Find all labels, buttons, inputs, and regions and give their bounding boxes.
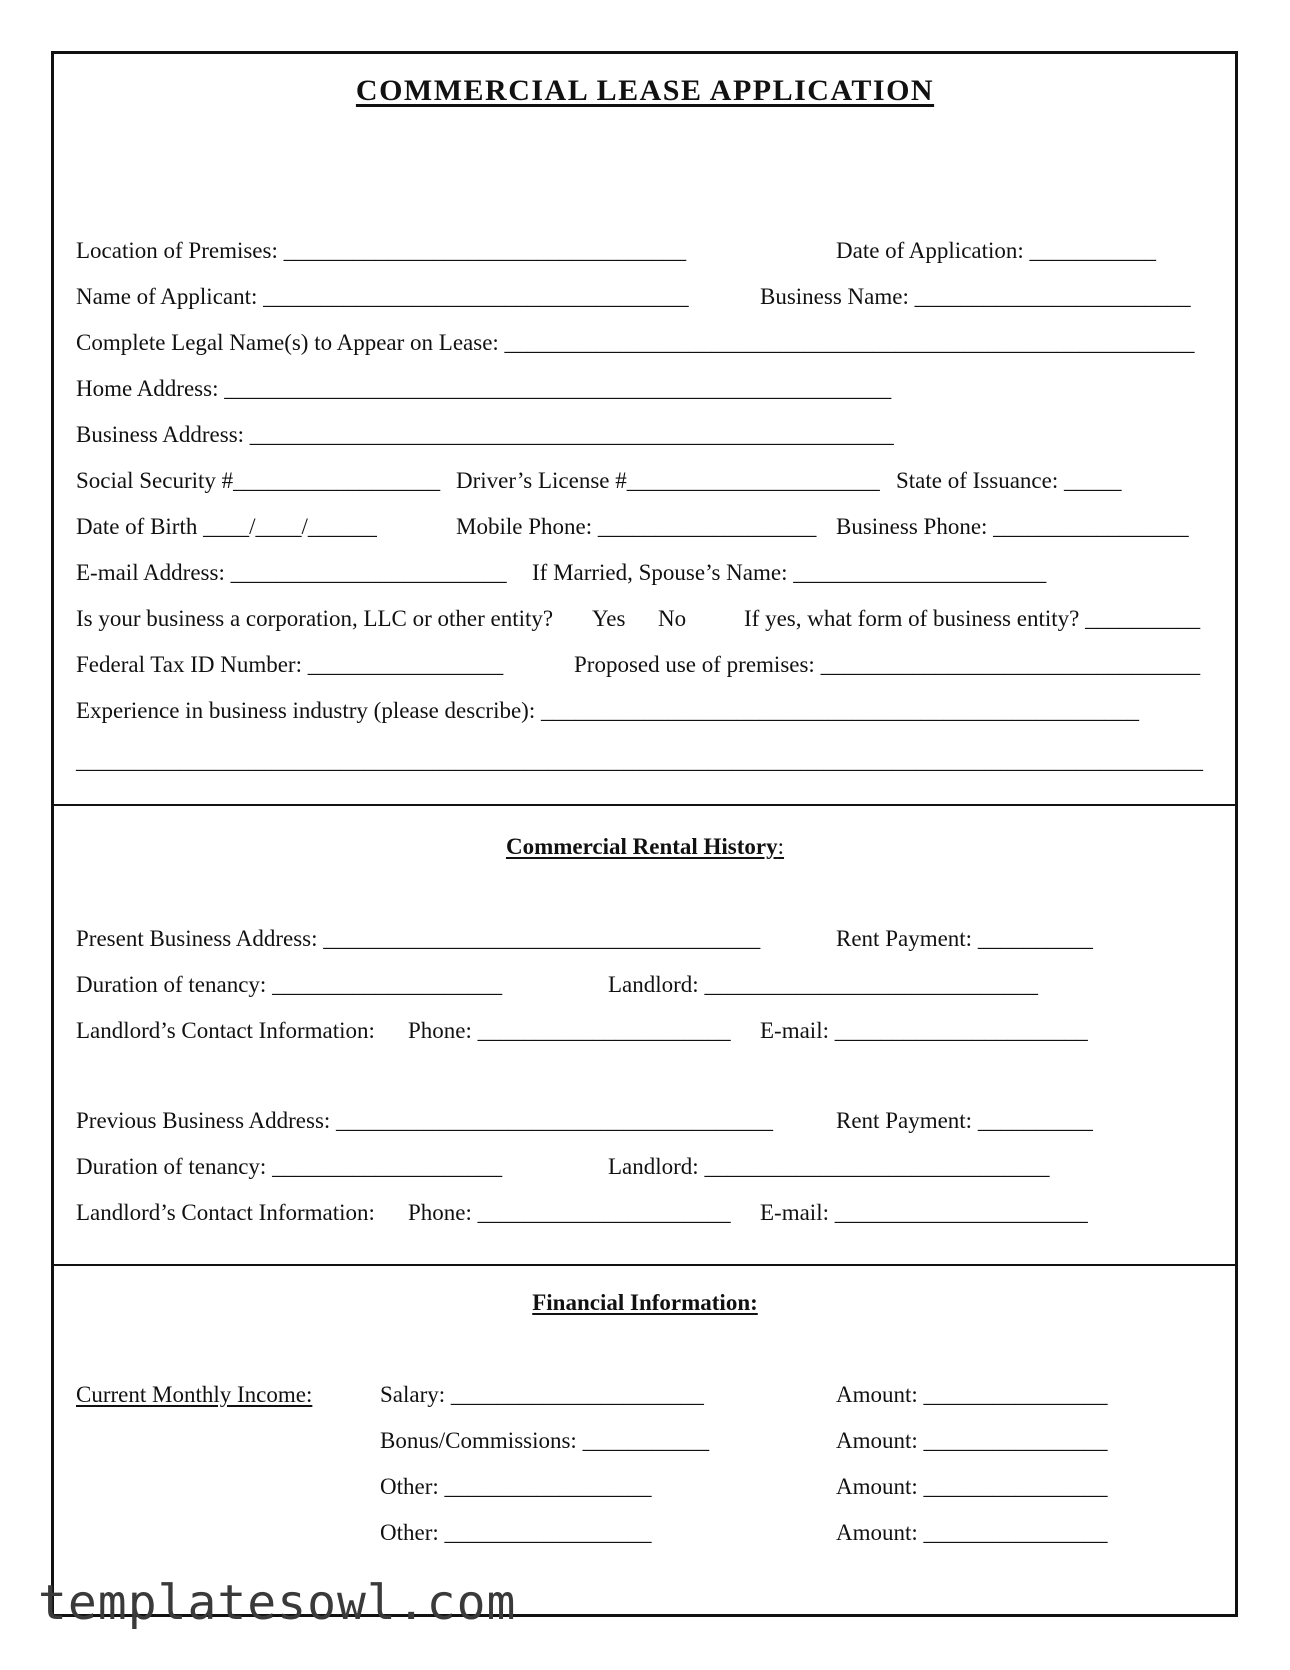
other-income-field[interactable]: Other: __________________ bbox=[380, 1520, 652, 1545]
present-landlord-phone-field[interactable]: Phone: ______________________ bbox=[408, 1018, 731, 1043]
experience-continuation-line[interactable]: __________________________________________________________________________________________________ bbox=[76, 748, 1203, 773]
date-of-application-field[interactable]: Date of Application: ___________ bbox=[836, 238, 1157, 263]
ssn-field[interactable]: Social Security #__________________ bbox=[76, 468, 441, 493]
amount-field[interactable]: Amount: ________________ bbox=[836, 1474, 1108, 1499]
other-income-field[interactable]: Other: __________________ bbox=[380, 1474, 652, 1499]
yes-option[interactable]: Yes bbox=[592, 606, 626, 631]
previous-landlord-email-field[interactable]: E-mail: ______________________ bbox=[760, 1200, 1088, 1225]
amount-field[interactable]: Amount: ________________ bbox=[836, 1520, 1108, 1545]
present-landlord-field[interactable]: Landlord: _____________________________ bbox=[608, 972, 1038, 997]
amount-field[interactable]: Amount: ________________ bbox=[836, 1382, 1108, 1407]
location-field[interactable]: Location of Premises: ___________________________________ bbox=[76, 238, 687, 263]
email-field[interactable]: E-mail Address: ________________________ bbox=[76, 560, 507, 585]
form-title: COMMERCIAL LEASE APPLICATION bbox=[355, 74, 935, 107]
section-divider bbox=[51, 1264, 1238, 1266]
previous-duration-field[interactable]: Duration of tenancy: ____________________ bbox=[76, 1154, 503, 1179]
current-income-label: Current Monthly Income: bbox=[76, 1382, 313, 1407]
present-duration-field[interactable]: Duration of tenancy: ____________________ bbox=[76, 972, 503, 997]
amount-field[interactable]: Amount: ________________ bbox=[836, 1428, 1108, 1453]
watermark: templatesowl.com bbox=[38, 1575, 517, 1631]
home-address-field[interactable]: Home Address: __________________________________________________________ bbox=[76, 376, 892, 401]
present-landlord-email-field[interactable]: E-mail: ______________________ bbox=[760, 1018, 1088, 1043]
federal-tax-id-field[interactable]: Federal Tax ID Number: _________________ bbox=[76, 652, 504, 677]
name-of-applicant-field[interactable]: Name of Applicant: _____________________________________ bbox=[76, 284, 689, 309]
state-of-issuance-field[interactable]: State of Issuance: _____ bbox=[896, 468, 1122, 493]
no-option[interactable]: No bbox=[658, 606, 687, 631]
previous-rent-payment-field[interactable]: Rent Payment: __________ bbox=[836, 1108, 1093, 1133]
section-divider bbox=[51, 804, 1238, 806]
legal-names-field[interactable]: Complete Legal Name(s) to Appear on Lease: ____________________________________________________________ bbox=[76, 330, 1195, 355]
previous-landlord-phone-field[interactable]: Phone: ______________________ bbox=[408, 1200, 731, 1225]
financial-heading: Financial Information: bbox=[532, 1290, 758, 1315]
previous-landlord-field[interactable]: Landlord: ______________________________ bbox=[608, 1154, 1050, 1179]
previous-business-address-field[interactable]: Previous Business Address: ______________________________________ bbox=[76, 1108, 774, 1133]
business-name-field[interactable]: Business Name: ________________________ bbox=[760, 284, 1191, 309]
mobile-phone-field[interactable]: Mobile Phone: ___________________ bbox=[456, 514, 817, 539]
experience-field[interactable]: Experience in business industry (please describe): ____________________________________________________ bbox=[76, 698, 1139, 723]
bonus-commissions-field[interactable]: Bonus/Commissions: ___________ bbox=[380, 1428, 710, 1453]
business-phone-field[interactable]: Business Phone: _________________ bbox=[836, 514, 1189, 539]
present-business-address-field[interactable]: Present Business Address: ______________________________________ bbox=[76, 926, 761, 951]
salary-field[interactable]: Salary: ______________________ bbox=[380, 1382, 704, 1407]
entity-form-field[interactable]: If yes, what form of business entity? __________ bbox=[744, 606, 1201, 631]
proposed-use-field[interactable]: Proposed use of premises: _________________________________ bbox=[574, 652, 1201, 677]
entity-question: Is your business a corporation, LLC or other entity? bbox=[76, 606, 554, 631]
date-of-birth-field[interactable]: Date of Birth ____/____/______ bbox=[76, 514, 377, 539]
rental-history-heading: Commercial Rental History: bbox=[505, 834, 785, 859]
present-contact-label: Landlord’s Contact Information: bbox=[76, 1018, 375, 1043]
previous-contact-label: Landlord’s Contact Information: bbox=[76, 1200, 375, 1225]
drivers-license-field[interactable]: Driver’s License #______________________ bbox=[456, 468, 880, 493]
spouse-name-field[interactable]: If Married, Spouse’s Name: ______________________ bbox=[532, 560, 1047, 585]
present-rent-payment-field[interactable]: Rent Payment: __________ bbox=[836, 926, 1093, 951]
business-address-field[interactable]: Business Address: ________________________________________________________ bbox=[76, 422, 894, 447]
